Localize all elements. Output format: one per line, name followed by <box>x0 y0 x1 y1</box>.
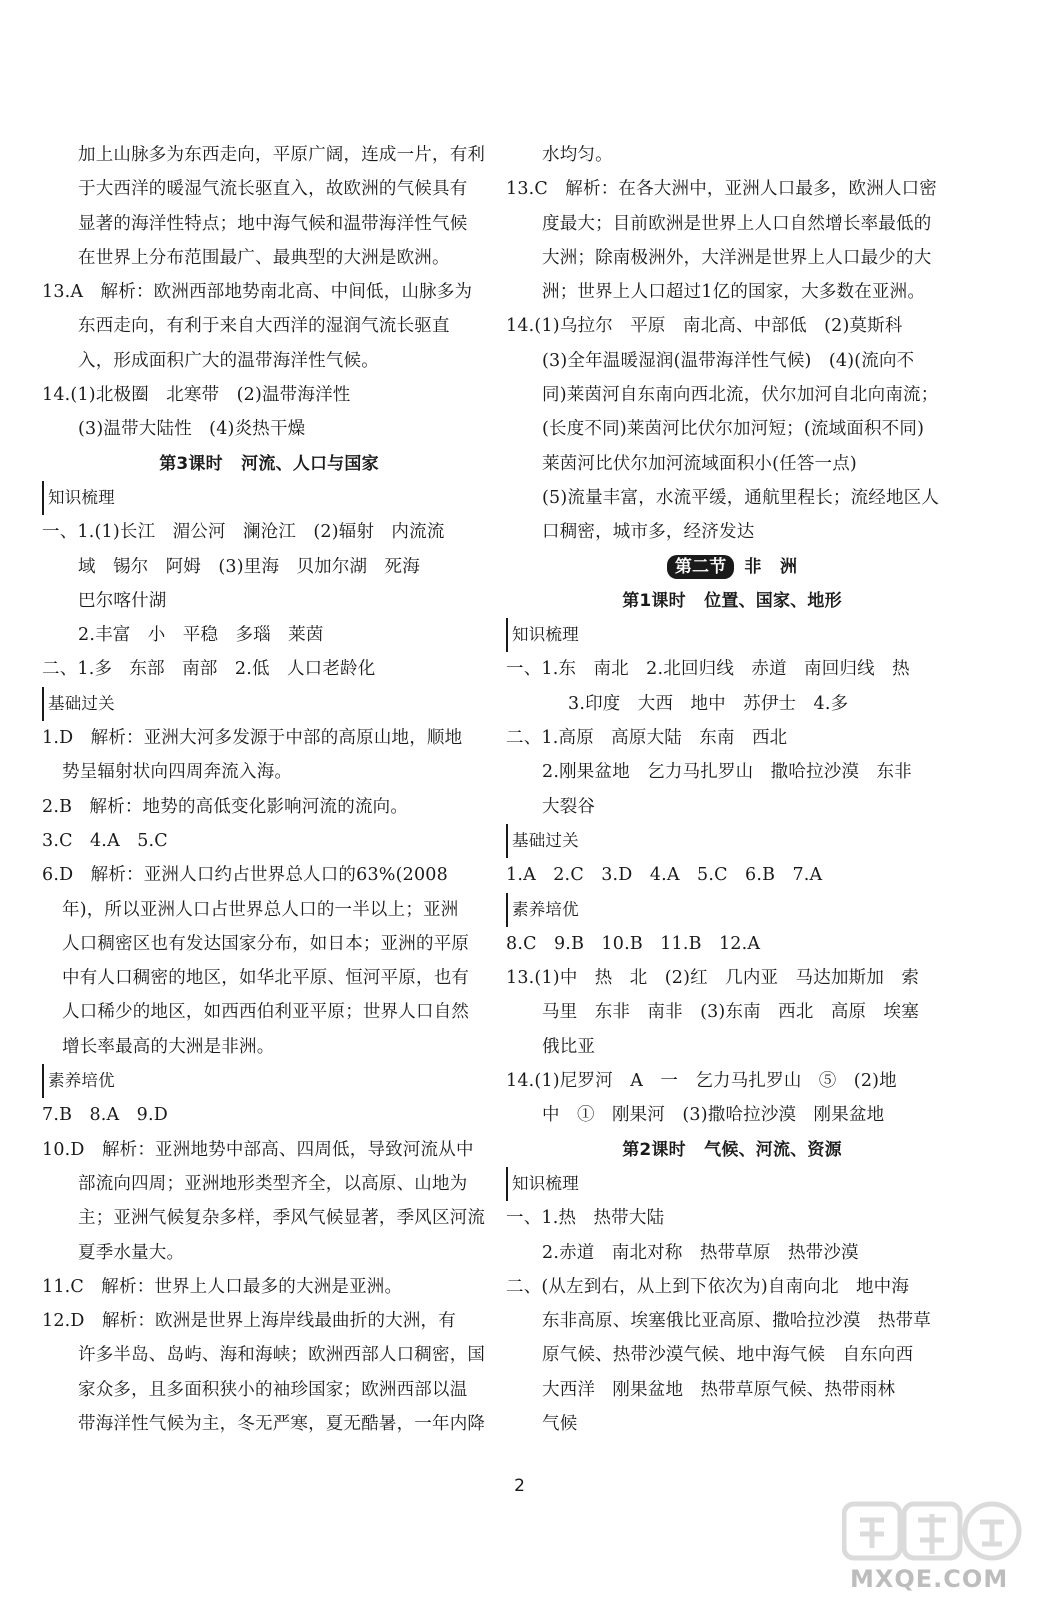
text-line: 14.(1)尼罗河 A 一 乞力马扎罗山 ⑤ (2)地 <box>506 1071 897 1092</box>
text-line: 度最大；目前欧洲是世界上人口自然增长率最低的 <box>542 213 932 234</box>
section-tag-label: 知识梳理 <box>506 1167 579 1201</box>
text-line: (3)温带大陆性 (4)炎热干燥 <box>78 419 306 440</box>
text-line: 口稠密，城市多，经济发达 <box>542 522 755 543</box>
text-line: 东西走向，有利于来自大西洋的湿润气流长驱直 <box>78 316 450 337</box>
text-line: (3)全年温暖湿润(温带海洋性气候) (4)(流向不 <box>542 350 915 371</box>
text-line: 显著的海洋性特点；地中海气候和温带海洋性气候 <box>78 213 468 234</box>
text-line: 在世界上分布范围最广、最典型的大洲是欧洲。 <box>78 247 450 268</box>
text-line: 家众多，且多面积狭小的袖珍国家；欧洲西部以温 <box>78 1379 468 1400</box>
text-line: 1.D 解析：亚洲大河多发源于中部的高原山地，顺地 <box>42 728 463 749</box>
section-tag <box>42 481 496 515</box>
text-line: 人口稀少的地区，如西西伯利亚平原；世界人口自然 <box>62 1002 470 1023</box>
text-line: 3.C 4.A 5.C <box>42 830 168 851</box>
text-line: 水均匀。 <box>542 145 613 165</box>
text-line: 13.A 解析：欧洲西部地势南北高、中间低，山脉多为 <box>42 282 473 303</box>
section-title: 非 洲 <box>744 556 798 577</box>
section-tag-label: 基础过关 <box>42 687 115 721</box>
lesson-heading: 第2课时 气候、河流、资源 <box>622 1139 842 1160</box>
text-line: 部流向四周；亚洲地形类型齐全，以高原、山地为 <box>78 1173 468 1194</box>
text-line: 同)莱茵河自东南向西北流，伏尔加河自北向南流； <box>542 385 939 406</box>
page-number: 2 <box>514 1476 525 1496</box>
text-line: 12.D 解析：欧洲是世界上海岸线最曲折的大洲，有 <box>42 1311 456 1332</box>
section-tag <box>506 1167 958 1201</box>
section-heading <box>506 550 958 584</box>
text-line: 增长率最高的大洲是非洲。 <box>62 1036 275 1057</box>
right-column <box>506 138 958 1441</box>
text-line: 13.C 解析：在各大洲中，亚洲人口最多，欧洲人口密 <box>506 179 938 200</box>
text-line: 2.赤道 南北对称 热带草原 热带沙漠 <box>542 1242 859 1263</box>
text-line: 于大西洋的暖湿气流长驱直入，故欧洲的气候具有 <box>78 179 468 200</box>
section-badge: 第二节 <box>667 555 735 579</box>
text-line: 巴尔喀什湖 <box>78 590 167 611</box>
text-line: 一、1.东 南北 2.北回归线 赤道 南回归线 热 <box>506 659 910 680</box>
text-line: 二、1.高原 高原大陆 东南 西北 <box>506 728 788 749</box>
text-line: 大西洋 刚果盆地 热带草原气候、热带雨林 <box>542 1379 896 1400</box>
text-line: 主；亚洲气候复杂多样，季风气候显著，季风区河流 <box>78 1208 486 1229</box>
text-line: 二、1.多 东部 南部 2.低 人口老龄化 <box>42 659 376 680</box>
text-line: 二、(从左到右，从上到下依次为)自南向北 地中海 <box>506 1276 910 1297</box>
text-line: 一、1.(1)长江 湄公河 澜沧江 (2)辐射 内流流 <box>42 522 445 543</box>
lesson-heading: 第3课时 河流、人口与国家 <box>159 453 379 474</box>
text-line: 14.(1)乌拉尔 平原 南北高、中部低 (2)莫斯科 <box>506 316 903 337</box>
section-tag-label: 素养培优 <box>506 893 579 927</box>
answer-logo-icon <box>842 1500 1022 1562</box>
section-tag <box>42 1064 496 1098</box>
text-line: 带海洋性气候为主，冬无严寒，夏无酷暑，一年内降 <box>78 1413 486 1434</box>
section-tag-label: 素养培优 <box>42 1064 115 1098</box>
text-line: 7.B 8.A 9.D <box>42 1105 168 1126</box>
lesson-heading: 第1课时 位置、国家、地形 <box>622 590 842 611</box>
text-line: 14.(1)北极圈 北寒带 (2)温带海洋性 <box>42 385 351 406</box>
text-line: (5)流量丰富，水流平缓，通航里程长；流经地区人 <box>542 487 940 508</box>
text-line: 许多半岛、岛屿、海和海峡；欧洲西部人口稠密，国 <box>78 1345 486 1366</box>
left-column <box>42 138 496 1441</box>
text-line: 原气候、热带沙漠气候、地中海气候 自东向西 <box>542 1345 914 1366</box>
section-tag-label: 知识梳理 <box>506 618 579 652</box>
section-tag <box>506 893 958 927</box>
text-line: 6.D 解析：亚洲人口约占世界总人口的63%(2008 <box>42 865 448 886</box>
text-line: 11.C 解析：世界上人口最多的大洲是亚洲。 <box>42 1276 403 1297</box>
text-line: 人口稠密区也有发达国家分布，如日本；亚洲的平原 <box>62 933 470 954</box>
section-tag <box>506 824 958 858</box>
text-line: 气候 <box>542 1413 578 1434</box>
text-line: 中 ① 刚果河 (3)撒哈拉沙漠 刚果盆地 <box>542 1105 885 1126</box>
text-line: 俄比亚 <box>542 1036 596 1057</box>
text-line: 1.A 2.C 3.D 4.A 5.C 6.B 7.A <box>506 865 823 886</box>
text-line: 洲；世界上人口超过1亿的国家，大多数在亚洲。 <box>542 282 926 303</box>
text-line: 10.D 解析：亚洲地势中部高、四周低，导致河流从中 <box>42 1139 474 1160</box>
section-tag-label: 知识梳理 <box>42 481 115 515</box>
text-line: 加上山脉多为东西走向，平原广阔，连成一片，有利 <box>78 145 486 165</box>
text-line: 域 锡尔 阿姆 (3)里海 贝加尔湖 死海 <box>78 556 420 577</box>
text-line: 2.刚果盆地 乞力马扎罗山 撒哈拉沙漠 东非 <box>542 762 912 783</box>
text-line: 8.C 9.B 10.B 11.B 12.A <box>506 933 761 954</box>
text-line: 13.(1)中 热 北 (2)红 几内亚 马达加斯加 索 <box>506 968 920 989</box>
watermark-text: MXQE.COM <box>850 1565 1009 1593</box>
text-line: 大裂谷 <box>542 796 596 817</box>
text-line: 2.B 解析：地势的高低变化影响河流的流向。 <box>42 796 409 817</box>
text-line: 2.丰富 小 平稳 多瑙 莱茵 <box>78 625 324 646</box>
text-line: 3.印度 大西 地中 苏伊士 4.多 <box>568 693 849 714</box>
text-line: 大洲；除南极洲外，大洋洲是世界上人口最少的大 <box>542 247 932 268</box>
text-line: 中有人口稠密的地区，如华北平原、恒河平原，也有 <box>62 968 470 989</box>
text-line: 年)，所以亚洲人口占世界总人口的一半以上；亚洲 <box>62 899 459 920</box>
text-line: 夏季水量大。 <box>78 1242 185 1263</box>
text-line: 马里 东非 南非 (3)东南 西北 高原 埃塞 <box>542 1002 919 1023</box>
section-tag-label: 基础过关 <box>506 824 579 858</box>
text-line: (长度不同)莱茵河比伏尔加河短；(流域面积不同) <box>542 419 925 440</box>
text-line: 一、1.热 热带大陆 <box>506 1208 665 1229</box>
section-tag <box>42 687 496 721</box>
text-line: 东非高原、埃塞俄比亚高原、撒哈拉沙漠 热带草 <box>542 1311 931 1332</box>
text-line: 莱茵河比伏尔加河流域面积小(任答一点) <box>542 453 857 474</box>
text-line: 势呈辐射状向四周奔流入海。 <box>62 762 293 783</box>
text-line: 入，形成面积广大的温带海洋性气候。 <box>78 350 379 371</box>
section-tag <box>506 618 958 652</box>
